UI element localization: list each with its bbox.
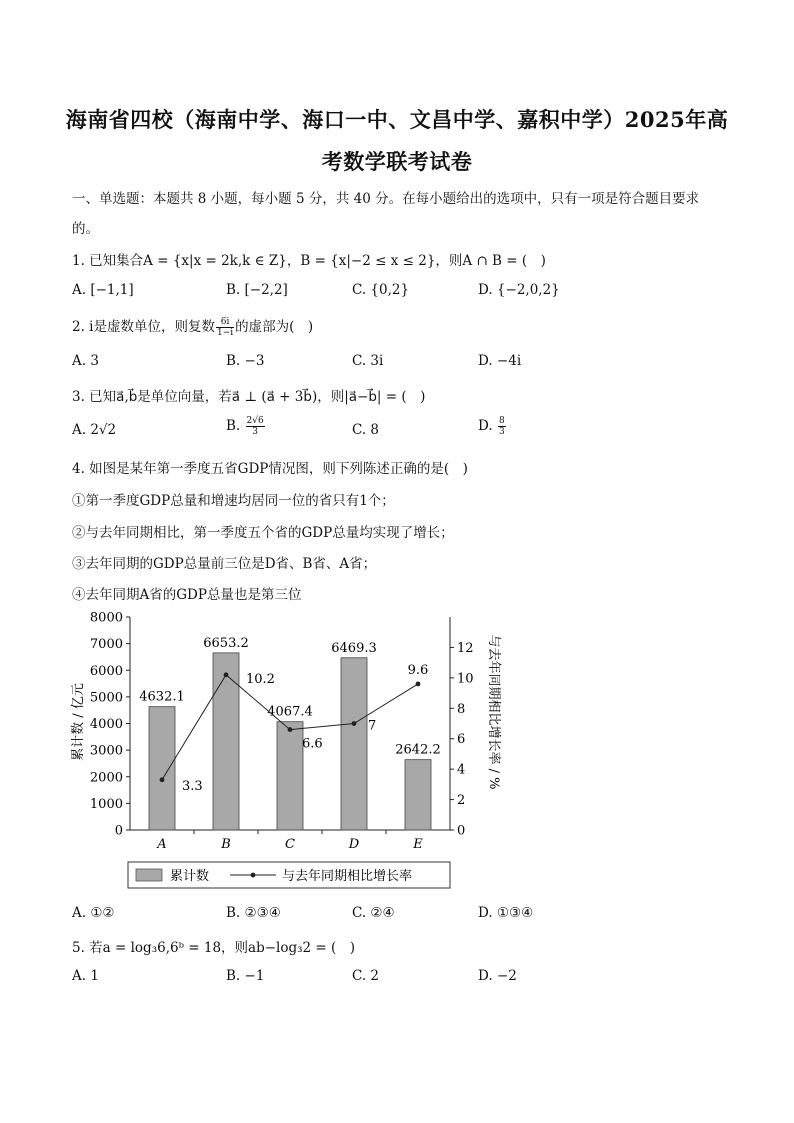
y-tick-label: 7000 bbox=[89, 637, 123, 653]
q4-statement-1: ①第一季度GDP总量和增速均居同一位的省只有1个； bbox=[72, 493, 395, 509]
bar bbox=[213, 653, 239, 830]
y-tick-label: 8000 bbox=[89, 610, 123, 626]
q4-statement-4: ④去年同期A省的GDP总量也是第三位 bbox=[72, 587, 302, 603]
growth-point bbox=[224, 672, 229, 677]
growth-point bbox=[416, 682, 421, 687]
chart-y2label: 与去年同期相比增长率 / % bbox=[486, 634, 501, 790]
q5-option-a: A. 1 bbox=[72, 968, 99, 984]
q3-option-b bbox=[226, 416, 266, 437]
legend-bar-label: 累计数 bbox=[170, 869, 210, 884]
bar bbox=[405, 760, 431, 830]
q2-option-b: B. −3 bbox=[226, 353, 265, 369]
q2-frac-den: 1−i bbox=[217, 328, 234, 338]
q4-statement-2: ②与去年同期相比，第一季度五个省的GDP总量均实现了增长； bbox=[72, 525, 454, 541]
y-tick-label: 5000 bbox=[89, 690, 123, 706]
growth-value-label: 9.6 bbox=[407, 662, 429, 678]
section-instructions: 一、单选题：本题共 8 小题，每小题 5 分，共 40 分。在每小题给出的选项中，只有一项是符合题目要求 bbox=[72, 191, 700, 207]
q1-option-c: C. {0,2} bbox=[352, 282, 410, 298]
q2-option-c: C. 3i bbox=[352, 353, 384, 369]
chart-ylabel: 累计数 / 亿元 bbox=[71, 683, 86, 761]
q4-option-b: B. ②③④ bbox=[226, 905, 281, 921]
q1-option-b: B. [−2,2] bbox=[226, 282, 288, 298]
x-tick-label: C bbox=[285, 837, 295, 852]
question-5-stem: 5. 若a = log₃6,6ᵇ = 18，则ab−log₃2 = ( ) bbox=[72, 940, 356, 956]
growth-point bbox=[160, 777, 165, 782]
y-tick-label: 1000 bbox=[89, 796, 123, 812]
q3-option-d-fraction bbox=[498, 416, 506, 437]
question-4-stem: 4. 如图是某年第一季度五省GDP情况图，则下列陈述正确的是( ) bbox=[72, 461, 468, 477]
page-title-line2: 考数学联考试卷 bbox=[321, 149, 473, 174]
growth-value-label: 10.2 bbox=[246, 671, 275, 687]
bar-value-label: 4067.4 bbox=[267, 704, 313, 720]
q3-optd-num: 8 bbox=[498, 416, 505, 426]
question-2-stem bbox=[72, 315, 313, 338]
q4-statement-3: ③去年同期的GDP总量前三位是D省、B省、A省； bbox=[72, 556, 377, 572]
section-instructions-cont: 的。 bbox=[72, 221, 99, 237]
q2-frac-num: 6i bbox=[216, 317, 234, 328]
gdp-chart bbox=[60, 602, 510, 892]
growth-value-label: 7 bbox=[368, 718, 377, 734]
q5-option-c: C. 2 bbox=[352, 968, 380, 984]
q3-option-d-label: D. bbox=[478, 418, 497, 434]
bar-value-label: 6469.3 bbox=[331, 640, 377, 656]
y2-tick-label: 0 bbox=[457, 823, 466, 839]
q1-option-a: A. [−1,1] bbox=[72, 282, 134, 298]
page-title-line1: 海南省四校（海南中学、海口一中、文昌中学、嘉积中学）2025年高 bbox=[65, 107, 729, 132]
y-tick-label: 4000 bbox=[89, 717, 123, 732]
y-tick-label: 0 bbox=[114, 823, 123, 839]
q3-option-d bbox=[478, 416, 507, 437]
q4-option-c: C. ②④ bbox=[352, 905, 395, 921]
q3-optb-den: 3 bbox=[252, 427, 258, 437]
q5-option-b: B. −1 bbox=[226, 968, 265, 984]
bar bbox=[341, 658, 367, 830]
y2-tick-label: 4 bbox=[457, 762, 466, 778]
q2-option-d: D. −4i bbox=[478, 353, 522, 369]
legend-line-marker bbox=[251, 873, 256, 878]
q3-optb-num: 2√6 bbox=[246, 416, 264, 426]
question-3-stem: 3. 已知a⃗,b⃗是单位向量，若a⃗ ⊥ (a⃗ + 3b⃗)，则|a⃗−b⃗| = ( ) bbox=[72, 389, 426, 405]
y-tick-label: 2000 bbox=[89, 770, 123, 786]
growth-value-label: 6.6 bbox=[302, 736, 323, 752]
q4-option-d: D. ①③④ bbox=[478, 905, 534, 921]
q2-stem-pre: 2. i是虚数单位，则复数 bbox=[72, 319, 215, 335]
y2-tick-label: 6 bbox=[457, 732, 466, 748]
q3-optd-den: 3 bbox=[498, 427, 505, 437]
growth-point bbox=[288, 727, 293, 732]
y2-tick-label: 8 bbox=[457, 701, 466, 717]
chart-legend bbox=[128, 862, 450, 888]
legend-line-label: 与去年同期相比增长率 bbox=[282, 869, 413, 884]
y2-tick-label: 2 bbox=[457, 793, 466, 809]
y-tick-label: 3000 bbox=[89, 743, 123, 759]
question-1-stem: 1. 已知集合A = {x|x = 2k,k ∈ Z}，B = {x|−2 ≤ x ≤ 2}，则A ∩ B = ( ) bbox=[72, 253, 546, 269]
legend-bar-swatch bbox=[136, 869, 162, 881]
growth-value-label: 3.3 bbox=[182, 778, 203, 794]
x-tick-label: A bbox=[157, 837, 167, 852]
y-tick-label: 6000 bbox=[89, 663, 123, 679]
q2-option-a: A. 3 bbox=[72, 353, 99, 369]
q5-option-d: D. −2 bbox=[478, 968, 517, 984]
q3-option-c: C. 8 bbox=[352, 422, 380, 438]
growth-point bbox=[352, 721, 357, 726]
q4-option-a: A. ①② bbox=[72, 905, 115, 921]
bar-value-label: 6653.2 bbox=[203, 635, 249, 651]
x-tick-label: E bbox=[413, 837, 423, 852]
bar bbox=[277, 722, 303, 830]
y2-tick-label: 12 bbox=[457, 640, 474, 656]
x-tick-label: B bbox=[221, 837, 231, 852]
q1-option-d: D. {−2,0,2} bbox=[478, 282, 560, 298]
q2-stem-post: 的虚部为( ) bbox=[235, 319, 314, 335]
y2-tick-label: 10 bbox=[457, 671, 474, 687]
q3-option-b-label: B. bbox=[226, 418, 245, 434]
q3-option-b-fraction bbox=[246, 416, 265, 437]
bar-value-label: 2642.2 bbox=[395, 742, 441, 758]
bar bbox=[149, 707, 175, 830]
q2-fraction bbox=[216, 317, 234, 338]
bar-value-label: 4632.1 bbox=[139, 689, 185, 705]
q3-option-a: A. 2√2 bbox=[72, 422, 117, 438]
x-tick-label: D bbox=[348, 837, 360, 852]
